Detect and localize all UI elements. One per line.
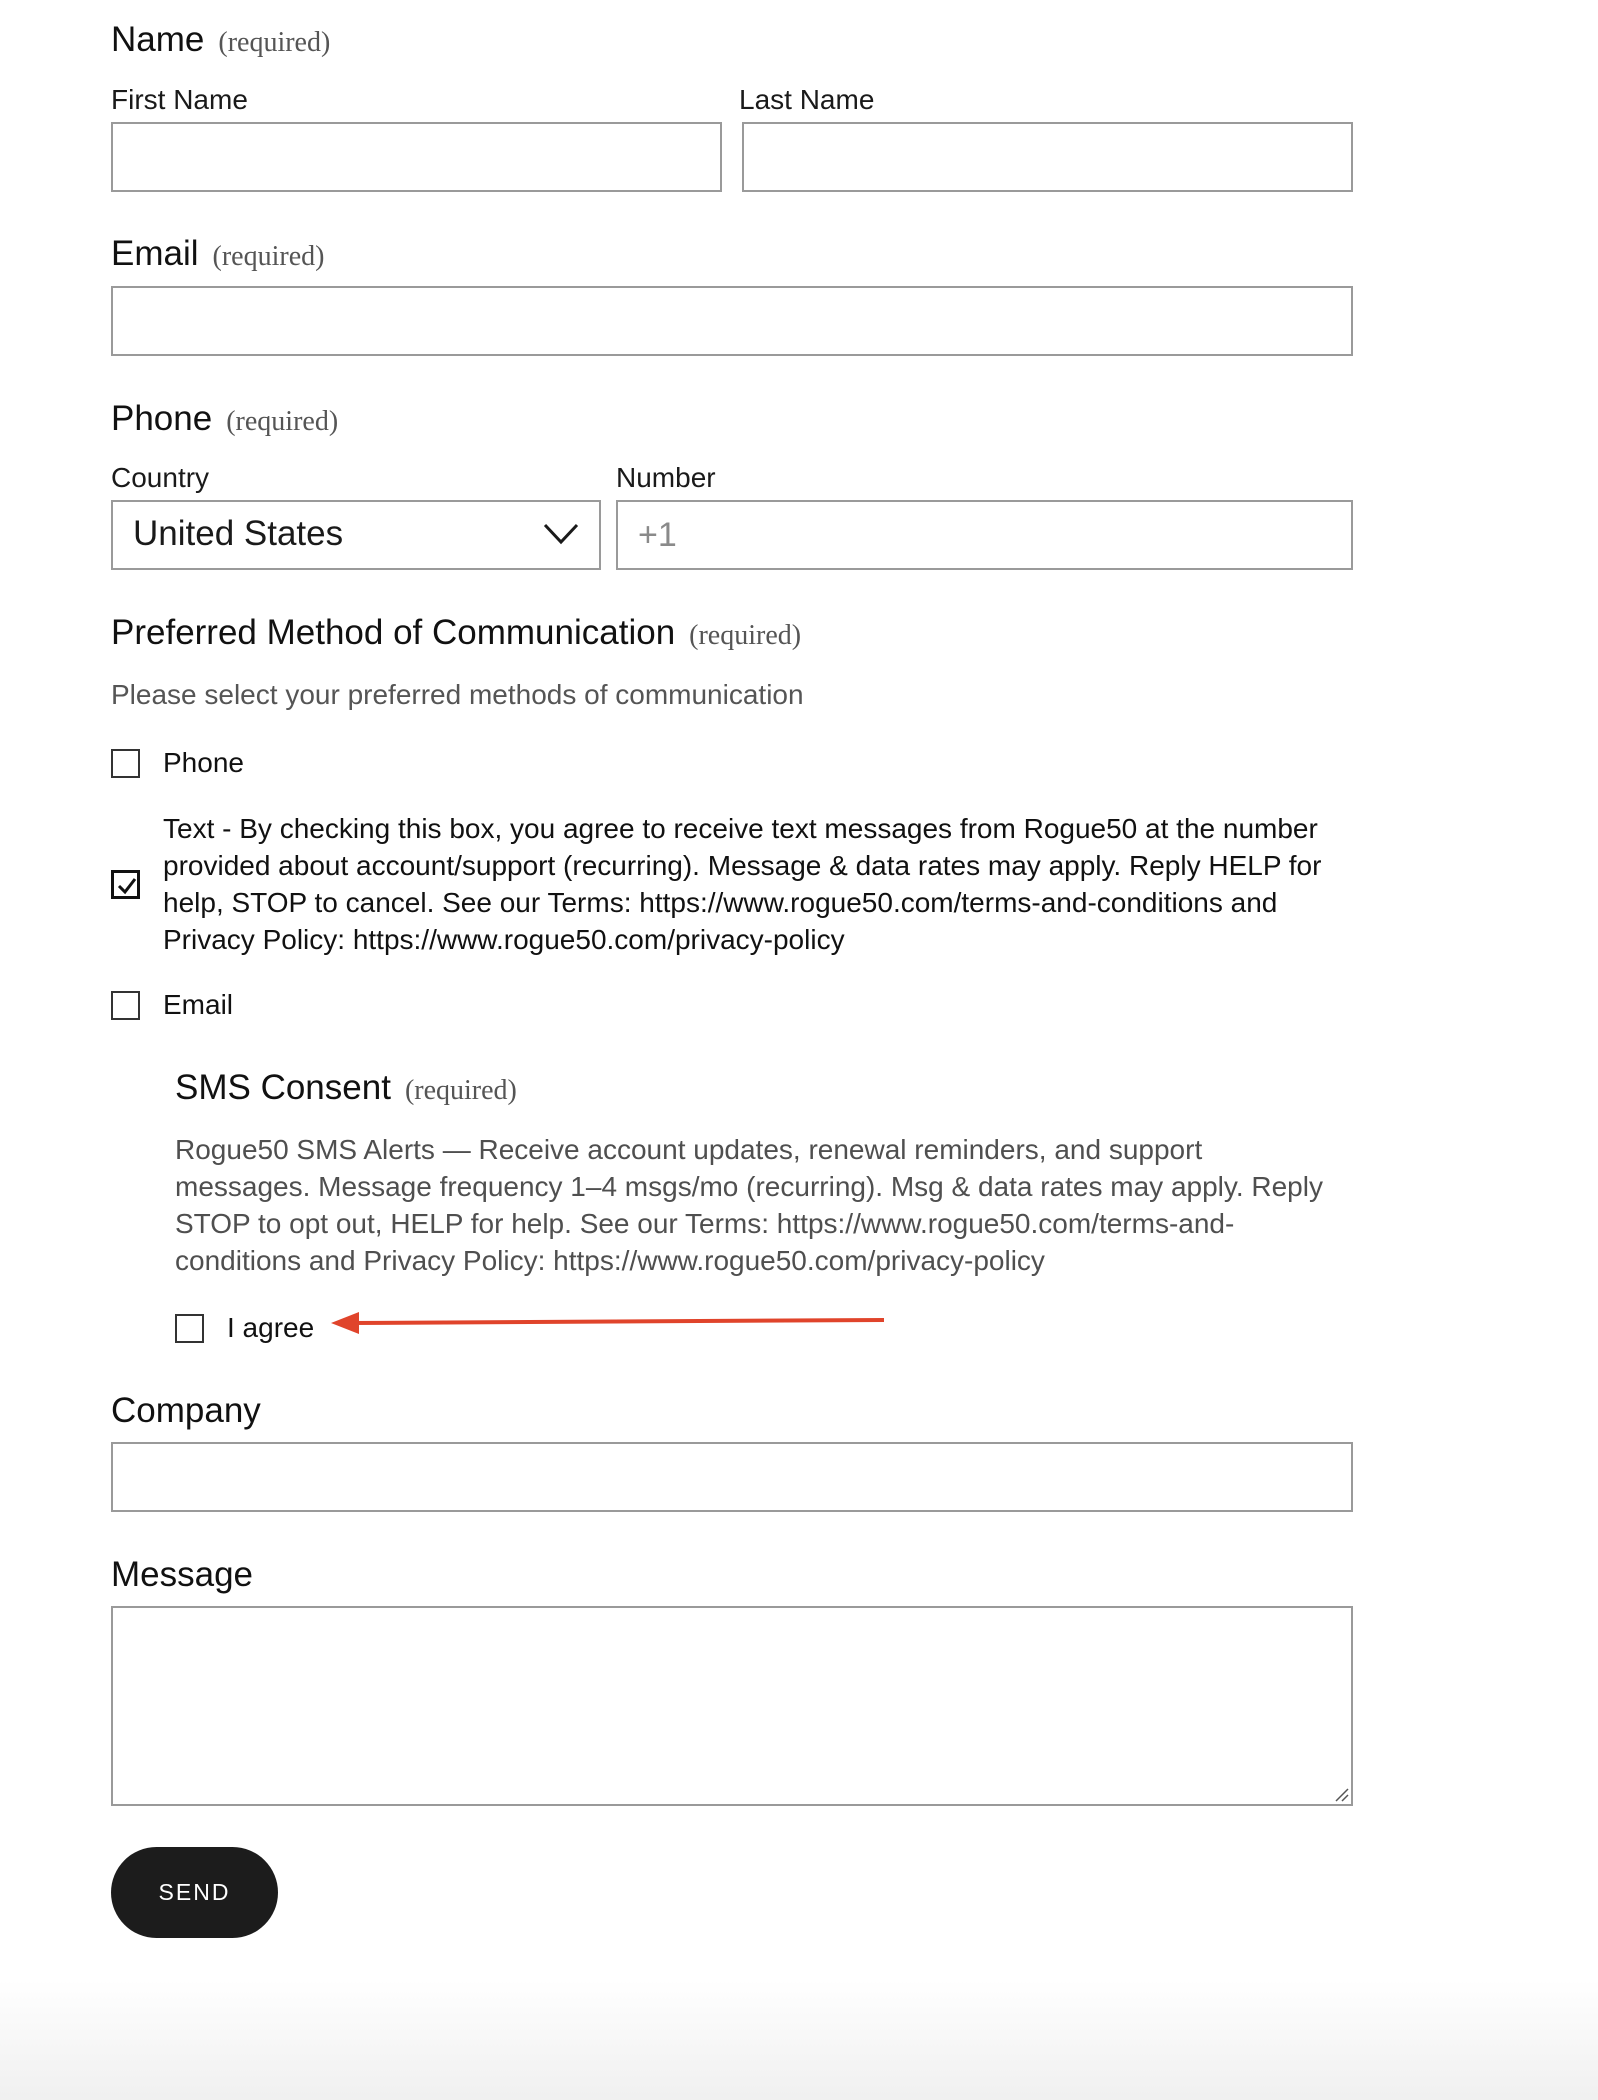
phone-heading	[111, 401, 338, 438]
first-name-label: First Name	[111, 84, 248, 115]
agree-checkbox[interactable]	[175, 1314, 204, 1343]
resize-grip-icon[interactable]	[1333, 1786, 1349, 1802]
email-title: Email	[111, 234, 199, 273]
email-required: (required)	[212, 241, 325, 272]
phone-required: (required)	[226, 406, 339, 437]
last-name-field[interactable]	[742, 122, 1353, 192]
country-select[interactable]	[111, 500, 601, 570]
country-label: Country	[111, 462, 210, 493]
communication-description: Please select your preferred methods of communication	[111, 679, 804, 710]
sms-consent-title: SMS Consent	[175, 1068, 391, 1107]
company-heading	[111, 1393, 261, 1428]
number-label: Number	[616, 462, 716, 493]
phone-title: Phone	[111, 399, 213, 438]
last-name-input[interactable]	[744, 124, 1351, 190]
company-title: Company	[111, 1391, 261, 1430]
message-textarea[interactable]	[113, 1608, 1351, 1804]
chevron-down-icon	[543, 520, 579, 548]
country-select-value: United States	[133, 514, 344, 553]
sms-consent-heading	[175, 1070, 517, 1107]
email-heading	[111, 236, 324, 273]
text-checkbox[interactable]	[111, 870, 140, 899]
email-checkbox[interactable]	[111, 991, 140, 1020]
send-button[interactable]: SEND	[111, 1847, 278, 1938]
agree-label[interactable]: I agree	[227, 1312, 315, 1343]
message-title: Message	[111, 1555, 254, 1594]
sms-consent-required: (required)	[404, 1075, 517, 1106]
sms-consent-description: Rogue50 SMS Alerts — Receive account updates, renewal reminders, and support messages. Message frequency 1–4 msgs/mo (recurring). Msg & data rates may apply. Reply STOP to opt out, HELP for help. See our Terms: https://www.rogue50.com/terms-and-conditions and Privacy Policy: https://www.rogue50.com/privacy-policy	[175, 1134, 1323, 1276]
phone-number-input[interactable]	[618, 502, 1351, 568]
phone-option-label[interactable]: Phone	[163, 747, 244, 778]
email-input[interactable]	[113, 288, 1351, 354]
annotation-arrow-icon	[331, 1306, 891, 1336]
communication-required: (required)	[689, 620, 802, 651]
name-title: Name	[111, 20, 205, 59]
first-name-input[interactable]	[113, 124, 720, 190]
page-bottom-shadow	[0, 1980, 1598, 2100]
message-field[interactable]	[111, 1606, 1353, 1806]
message-heading	[111, 1557, 253, 1592]
email-field[interactable]	[111, 286, 1353, 356]
first-name-field[interactable]	[111, 122, 722, 192]
checkmark-icon	[116, 875, 138, 897]
email-option-label[interactable]: Email	[163, 989, 234, 1020]
communication-title: Preferred Method of Communication	[111, 613, 676, 652]
phone-checkbox[interactable]	[111, 749, 140, 778]
text-option-label[interactable]: Text - By checking this box, you agree to receive text messages from Rogue50 at the number provided about account/support (recurring). Message & data rates may apply. Reply HELP for help, STOP to cancel. See our Terms: https://www.rogue50.com/terms-and-conditions and Privacy Policy: https://www.rogue50.com/privacy-policy	[163, 813, 1322, 955]
phone-number-field[interactable]	[616, 500, 1353, 570]
communication-heading	[111, 615, 801, 652]
name-required: (required)	[218, 27, 331, 58]
company-field[interactable]	[111, 1442, 1353, 1512]
company-input[interactable]	[113, 1444, 1351, 1510]
last-name-label: Last Name	[739, 84, 875, 115]
name-heading	[111, 22, 330, 59]
